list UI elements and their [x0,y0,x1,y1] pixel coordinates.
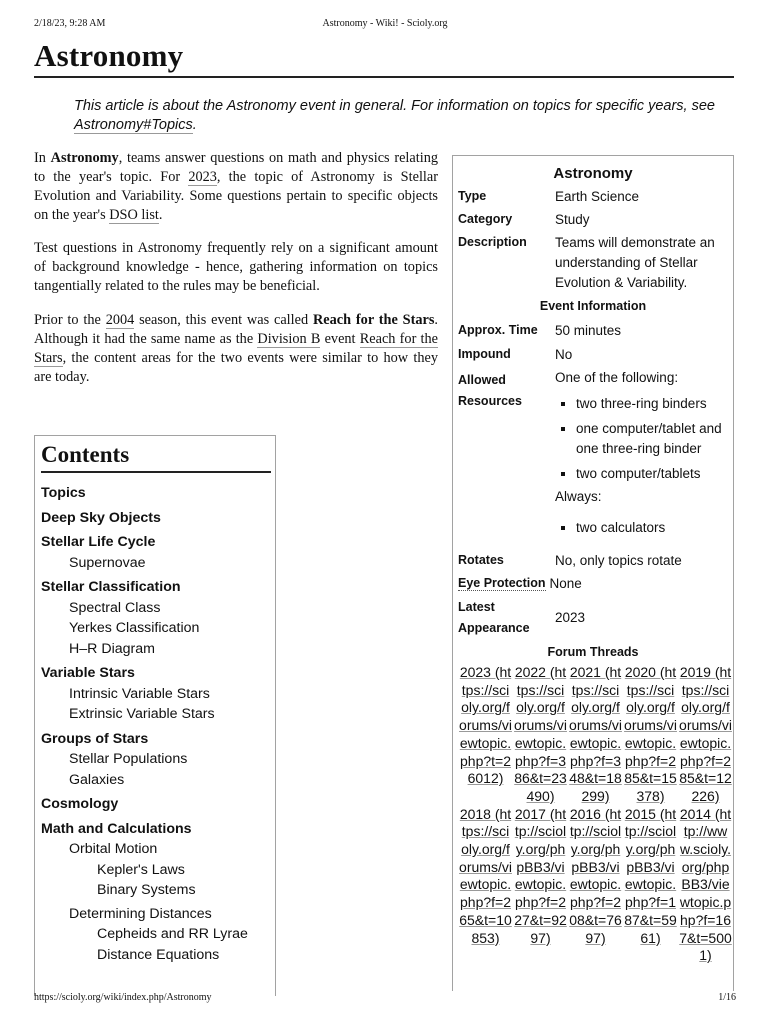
infobox-title: Astronomy [553,165,633,182]
toc-item-keplers-laws[interactable]: Kepler's Laws [97,861,185,878]
title-divider [34,76,734,78]
intro-paragraph-2: Test questions in Astronomy frequently rely on a significant amount of background knowledge - hence, gathering information on topics tangentially related to the rules may be beneficial. [34,240,438,294]
print-footer [34,992,736,1006]
infobox-row-description: Description Teams will demonstrate an understanding of Stellar Evolution & Variability. [458,235,715,290]
allowed-resources-list [555,394,733,484]
toc-item-stellar-populations[interactable]: Stellar Populations [69,751,188,767]
infobox-row-eye-protection: Eye Protection None [458,576,582,591]
forum-thread-link[interactable]: 2023 (https://scioly.org/forums/viewtopic.php?t=26012) [459,664,512,787]
toc-item-spectral-class[interactable]: Spectral Class [69,599,161,616]
toc-item-hr-diagram[interactable]: H–R Diagram [69,640,155,657]
toc-item-binary-systems[interactable]: Binary Systems [97,882,196,898]
year-2023-link[interactable]: 2023 [188,169,217,185]
infobox-row-allowed-resources: Allowed Resources One of the following: ▪ two three-ring binders ▪ one computer/tablet and one three-ring binder ▪ two computer/tablets Always: ▪ two calculators [453,368,733,551]
forum-thread-link[interactable]: 2016 (http://scioly.org/phpBB3/viewtopic.php?f=208&t=7697) [569,805,622,946]
forum-threads-heading: Forum Threads [547,645,639,659]
toc-item-deep-sky-objects[interactable]: Deep Sky Objects [41,509,161,526]
infobox-row-type: Type Earth Science [458,189,640,204]
always-resources-list [555,518,733,538]
forum-thread-link[interactable]: 2015 (http://scioly.org/phpBB3/viewtopic.php?f=187&t=5961) [624,805,677,946]
toc-item-intrinsic-variable-stars[interactable]: Intrinsic Variable Stars [69,685,210,702]
toc-item-cepheids-rr-lyrae[interactable]: Cepheids and RR Lyrae [97,926,248,942]
toc-title: Contents [41,442,130,467]
forum-thread-link[interactable]: 2018 (https://scioly.org/forums/viewtopic.php?f=265&t=10853) [459,805,512,946]
toc-item-distance-equations[interactable]: Distance Equations [97,946,220,963]
forum-thread-link[interactable]: 2021 (https://scioly.org/forums/viewtopic.php?f=348&t=18299) [569,664,622,804]
infobox-row-rotates: Rotates No, only topics rotate [458,553,682,568]
print-page-title: Astronomy - Wiki! - Scioly.org [322,18,448,29]
toc-item-orbital-motion[interactable]: Orbital Motion [69,841,158,857]
page-title: Astronomy [34,38,184,73]
forum-thread-link[interactable]: 2014 (http://www.scioly.org/phpBB3/viewtopic.php?f=167&t=5001) [679,805,732,964]
print-url: https://scioly.org/wiki/index.php/Astronomy [34,992,212,1003]
toc-item-extrinsic-variable-stars[interactable]: Extrinsic Variable Stars [69,706,215,722]
toc-item-stellar-classification[interactable]: Stellar Classification [41,579,181,595]
list-item: ▪ two calculators [576,518,733,538]
division-b-link[interactable]: Division B [257,331,321,347]
list-item: ▪ two computer/tablets [576,464,733,484]
forum-thread-link[interactable]: 2019 (https://scioly.org/forums/viewtopic.php?f=285&t=12226) [679,664,732,804]
forum-thread-link[interactable]: 2022 (https://scioly.org/forums/viewtopic.php?f=386&t=23490) [514,664,567,804]
infobox-row-approx-time: Approx. Time 50 minutes [458,323,622,338]
event-information-heading: Event Information [539,299,647,313]
toc-item-yerkes-classification[interactable]: Yerkes Classification [69,620,200,636]
toc-item-topics[interactable]: Topics [41,485,86,501]
toc-item-cosmology[interactable]: Cosmology [41,796,119,812]
year-2004-link[interactable]: 2004 [105,312,135,328]
toc-item-galaxies[interactable]: Galaxies [69,771,125,788]
forum-thread-link[interactable]: 2020 (https://scioly.org/forums/viewtopic.php?f=285&t=15378) [624,664,677,804]
infobox-row-impound: Impound No [458,347,573,362]
reach-for-the-stars-link[interactable]: Reach for the Stars [34,331,438,366]
print-page-number: 1/16 [718,992,736,1003]
toc-item-groups-of-stars[interactable]: Groups of Stars [41,730,149,747]
hatnote: This article is about the Astronomy event in general. For information on topics for specific years, see Astronomy#Topics. [74,98,715,133]
toc-item-math-and-calculations[interactable]: Math and Calculations [41,820,192,837]
table-of-contents [34,435,276,996]
print-datetime: 2/18/23, 9:28 AM [34,18,106,29]
toc-item-variable-stars[interactable]: Variable Stars [41,665,135,681]
infobox-row-category: Category Study [458,212,590,227]
toc-list [35,473,275,965]
toc-item-supernovae[interactable]: Supernovae [69,554,146,571]
list-item: ▪ two three-ring binders [576,394,733,414]
intro-paragraph-1: In Astronomy, teams answer questions on math and physics relating to the year's topic. For 2023, the topic of Astronomy is Stellar Evolution and Variability. Some questions pertain to specific objects on the year's DSO list. [34,150,438,223]
forum-threads-grid [459,664,733,965]
print-header [34,18,736,32]
dso-list-link[interactable]: DSO list [109,207,159,223]
toc-item-determining-distances[interactable]: Determining Distances [69,905,212,922]
infobox-row-latest-appearance: Latest Appearance 2023 [458,600,586,635]
infobox [452,155,734,991]
topics-link[interactable]: Astronomy#Topics [74,117,193,133]
list-item: ▪ one computer/tablet and one three-ring binder [576,419,733,459]
toc-item-stellar-life-cycle[interactable]: Stellar Life Cycle [41,534,156,550]
forum-thread-link[interactable]: 2017 (http://scioly.org/phpBB3/viewtopic.php?f=227&t=9297) [514,805,567,946]
intro-paragraph-3: Prior to the 2004 season, this event was called Reach for the Stars. Although it had the same name as the Division B event Reach for the Stars, the content areas for the two events were similar to how they are today. [34,312,438,385]
